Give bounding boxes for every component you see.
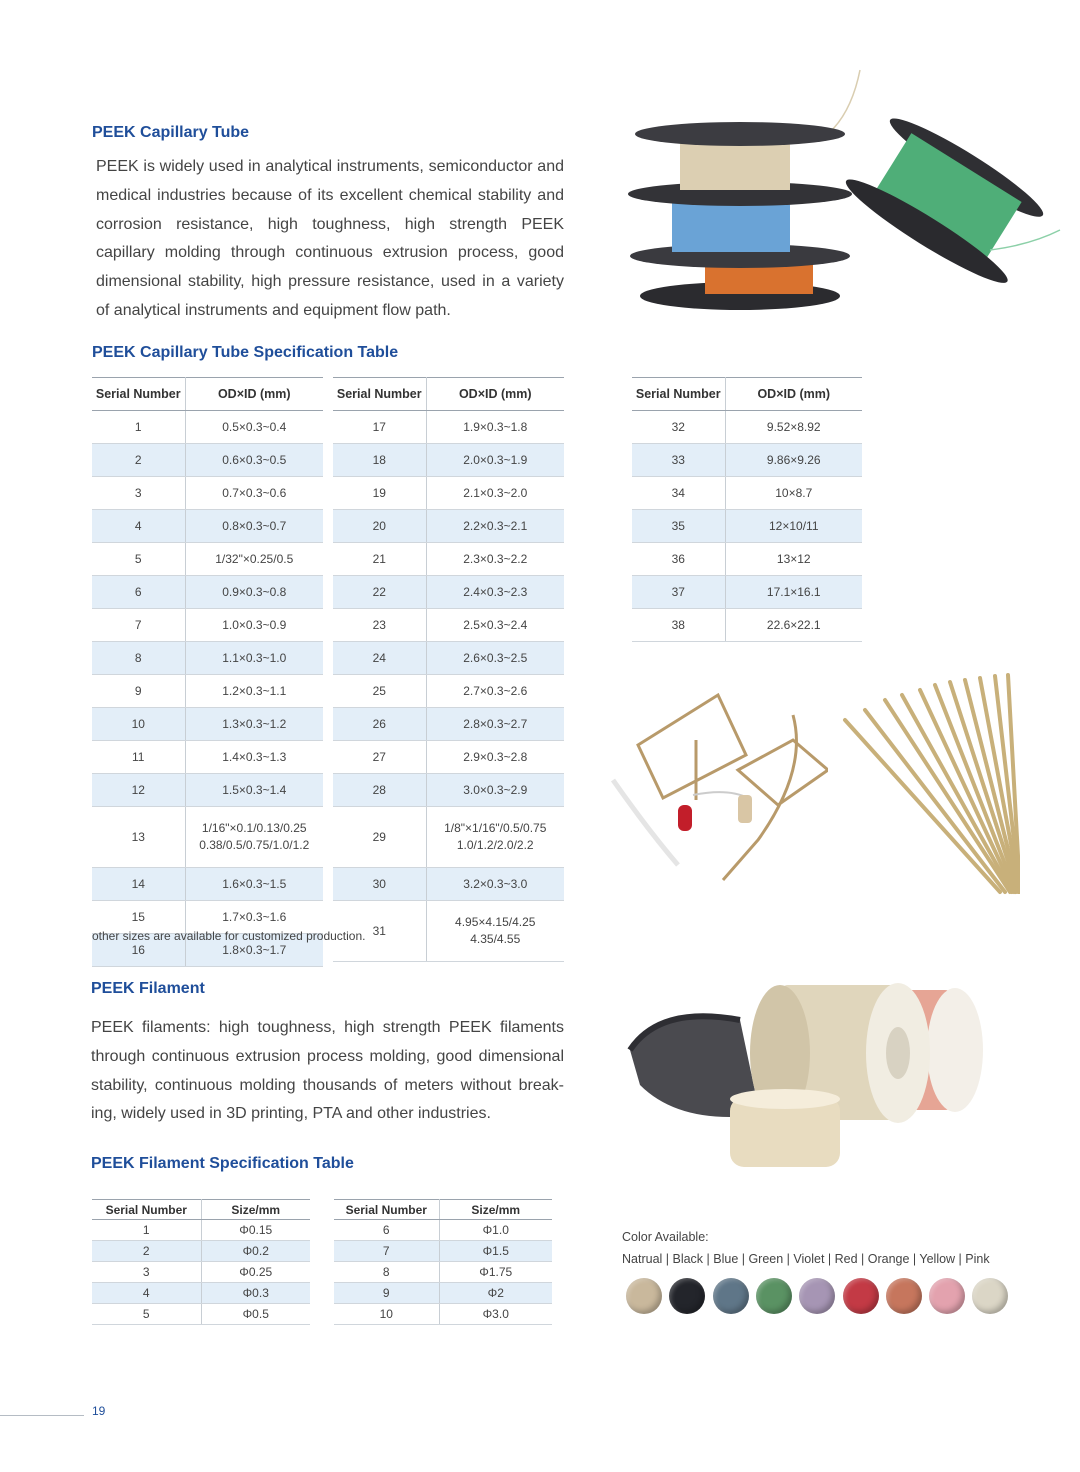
serial-cell: 1 — [92, 1220, 201, 1241]
table-row — [333, 675, 564, 708]
serial-cell: 30 — [333, 868, 426, 901]
serial-cell: 13 — [92, 807, 185, 868]
size-line: 1.7×0.3~1.6 — [222, 909, 287, 924]
color-swatch — [929, 1278, 965, 1314]
color-available-label: Color Available: — [622, 1230, 709, 1244]
table-row — [333, 642, 564, 675]
size-line: 1.3×0.3~1.2 — [222, 716, 287, 731]
table-row — [333, 477, 564, 510]
table-row — [334, 1220, 552, 1241]
size-cell — [426, 774, 564, 807]
color-swatches — [626, 1278, 1016, 1318]
table-row — [333, 741, 564, 774]
table-row — [92, 576, 323, 609]
size-line: 2.6×0.3~2.5 — [463, 650, 528, 665]
table-row — [92, 868, 323, 901]
size-line: 0.5×0.3~0.4 — [222, 419, 287, 434]
filament-spools-image — [620, 975, 990, 1175]
table-row — [333, 708, 564, 741]
size-cell — [201, 1241, 310, 1262]
size-line: 1.6×0.3~1.5 — [222, 876, 287, 891]
size-line: 1.2×0.3~1.1 — [222, 683, 287, 698]
size-line: 0.6×0.3~0.5 — [222, 452, 287, 467]
size-cell — [426, 642, 564, 675]
size-line: Φ0.15 — [239, 1223, 273, 1237]
size-line: 1.4×0.3~1.3 — [222, 749, 287, 764]
size-line: Φ0.5 — [242, 1307, 269, 1321]
serial-cell: 25 — [333, 675, 426, 708]
serial-cell: 23 — [333, 609, 426, 642]
capillary-table-title: PEEK Capillary Tube Specification Table — [92, 344, 399, 361]
table-row — [333, 510, 564, 543]
color-swatch — [972, 1278, 1008, 1314]
table-row — [92, 444, 323, 477]
capillary-spools-image — [620, 60, 1065, 325]
size-line: 9.86×9.26 — [766, 452, 821, 467]
serial-cell: 9 — [334, 1283, 439, 1304]
serial-cell: 20 — [333, 510, 426, 543]
size-line: 10×8.7 — [775, 485, 813, 500]
size-line-2: 0.38/0.5/0.75/1.0/1.2 — [199, 838, 310, 852]
size-cell — [439, 1220, 552, 1241]
size-line: Φ0.3 — [242, 1286, 269, 1300]
size-cell — [201, 1220, 310, 1241]
table-row — [92, 1262, 310, 1283]
color-swatch — [843, 1278, 879, 1314]
serial-cell: 19 — [333, 477, 426, 510]
page-number: 19 — [92, 1404, 106, 1418]
size-cell — [426, 807, 564, 868]
col-size-header: OD×ID (mm) — [426, 378, 564, 411]
size-cell — [426, 444, 564, 477]
filament-description: PEEK filaments: high toughness, high strength PEEK filaments through continuous extrusion process molding, good dimensional stability, continuous molding thousands of meters without break-ing, widely used in 3D printing, PTA and other industries. — [91, 1019, 564, 1123]
size-line: 22.6×22.1 — [766, 617, 821, 632]
capillary-title: PEEK Capillary Tube — [92, 124, 250, 141]
size-cell — [201, 1283, 310, 1304]
custom-sizes-note: other sizes are available for customized production. — [92, 929, 366, 943]
serial-cell: 26 — [333, 708, 426, 741]
size-cell — [439, 1304, 552, 1325]
size-line: 2.4×0.3~2.3 — [463, 584, 528, 599]
size-cell — [725, 510, 862, 543]
size-cell — [439, 1283, 552, 1304]
size-line: 3.0×0.3~2.9 — [463, 782, 528, 797]
color-swatch — [799, 1278, 835, 1314]
table-row — [92, 510, 323, 543]
table-row — [632, 477, 862, 510]
serial-cell: 6 — [334, 1220, 439, 1241]
filament-table-2 — [334, 1199, 552, 1325]
serial-cell: 2 — [92, 1241, 201, 1262]
table-row — [92, 774, 323, 807]
serial-cell: 29 — [333, 807, 426, 868]
size-line: Φ3.0 — [482, 1307, 509, 1321]
capillary-description: PEEK is widely used in analytical instruments, semiconductor and medical industries because of its excellent chemical stability and corrosion resistance, high toughness, high strength PEEK capillary molding through continuous extrusion process, good dimensional stability, high pressure resistance, used in a variety of analytical instruments and equipment flow path. — [96, 158, 564, 319]
size-line: 1.0×0.3~0.9 — [222, 617, 287, 632]
size-line: 2.8×0.3~2.7 — [463, 716, 528, 731]
table-row — [92, 609, 323, 642]
size-line: 2.0×0.3~1.9 — [463, 452, 528, 467]
size-cell — [725, 411, 862, 444]
size-cell — [201, 1262, 310, 1283]
capillary-table-1 — [92, 377, 323, 967]
size-line-2: 1.0/1.2/2.0/2.2 — [456, 838, 534, 852]
size-cell — [725, 576, 862, 609]
size-cell — [426, 609, 564, 642]
table-row — [333, 543, 564, 576]
footer-rule — [0, 1415, 84, 1416]
serial-cell: 10 — [92, 708, 185, 741]
size-cell — [185, 741, 323, 774]
size-cell — [426, 741, 564, 774]
size-cell — [185, 807, 323, 868]
size-line: 9.52×8.92 — [766, 419, 821, 434]
size-line: 2.2×0.3~2.1 — [463, 518, 528, 533]
serial-cell: 8 — [92, 642, 185, 675]
capillary-fittings-image — [608, 670, 828, 885]
serial-cell: 38 — [632, 609, 725, 642]
size-cell — [426, 675, 564, 708]
table-row — [632, 576, 862, 609]
serial-cell: 14 — [92, 868, 185, 901]
size-line: 1/8"×1/16"/0.5/0.75 — [444, 821, 547, 835]
serial-cell: 28 — [333, 774, 426, 807]
table-row — [632, 543, 862, 576]
serial-cell: 27 — [333, 741, 426, 774]
col-size-header: Size/mm — [439, 1200, 552, 1220]
size-cell — [185, 868, 323, 901]
serial-cell: 3 — [92, 1262, 201, 1283]
size-line: 2.7×0.3~2.6 — [463, 683, 528, 698]
size-line: 1.8×0.3~1.7 — [222, 942, 287, 957]
table-row — [92, 675, 323, 708]
size-line: 1.5×0.3~1.4 — [222, 782, 287, 797]
serial-cell: 7 — [334, 1241, 439, 1262]
table-row — [92, 741, 323, 774]
color-swatch — [626, 1278, 662, 1314]
size-cell — [185, 444, 323, 477]
size-cell — [185, 609, 323, 642]
table-row — [92, 642, 323, 675]
serial-cell: 35 — [632, 510, 725, 543]
serial-cell: 6 — [92, 576, 185, 609]
serial-cell: 22 — [333, 576, 426, 609]
table-row — [632, 609, 862, 642]
size-line: 0.9×0.3~0.8 — [222, 584, 287, 599]
serial-cell: 12 — [92, 774, 185, 807]
serial-cell: 8 — [334, 1262, 439, 1283]
size-line: Φ1.75 — [479, 1265, 513, 1279]
col-serial-header: Serial Number — [333, 378, 426, 411]
size-cell — [426, 477, 564, 510]
table-row — [333, 444, 564, 477]
serial-cell: 4 — [92, 1283, 201, 1304]
size-cell — [426, 510, 564, 543]
size-cell — [426, 411, 564, 444]
table-row — [334, 1262, 552, 1283]
table-row — [333, 609, 564, 642]
serial-cell: 36 — [632, 543, 725, 576]
table-row — [632, 411, 862, 444]
table-row — [334, 1304, 552, 1325]
serial-cell: 15 — [92, 901, 185, 934]
size-line: Φ0.25 — [239, 1265, 273, 1279]
serial-cell: 37 — [632, 576, 725, 609]
size-line: 4.95×4.15/4.25 — [455, 915, 536, 929]
serial-cell: 34 — [632, 477, 725, 510]
size-cell — [426, 708, 564, 741]
table-row — [92, 1283, 310, 1304]
size-cell — [439, 1262, 552, 1283]
size-cell — [426, 868, 564, 901]
col-serial-header: Serial Number — [92, 378, 185, 411]
color-swatch — [669, 1278, 705, 1314]
table-row — [333, 807, 564, 868]
size-cell — [185, 774, 323, 807]
size-line: 2.9×0.3~2.8 — [463, 749, 528, 764]
col-serial-header: Serial Number — [334, 1200, 439, 1220]
table-row — [92, 543, 323, 576]
color-swatch — [756, 1278, 792, 1314]
size-cell — [185, 708, 323, 741]
size-line: 1/16"×0.1/0.13/0.25 — [201, 821, 307, 835]
table-row — [334, 1283, 552, 1304]
table-row — [632, 444, 862, 477]
size-cell — [185, 543, 323, 576]
col-serial-header: Serial Number — [632, 378, 725, 411]
table-row — [333, 901, 564, 962]
table-row — [92, 477, 323, 510]
col-size-header: Size/mm — [201, 1200, 310, 1220]
size-line: Φ1.0 — [482, 1223, 509, 1237]
serial-cell: 32 — [632, 411, 725, 444]
size-line-2: 4.35/4.55 — [470, 932, 521, 946]
serial-cell: 7 — [92, 609, 185, 642]
size-line: Φ1.5 — [482, 1244, 509, 1258]
serial-cell: 5 — [92, 1304, 201, 1325]
serial-cell: 2 — [92, 444, 185, 477]
table-row — [333, 576, 564, 609]
size-cell — [725, 543, 862, 576]
size-line: 17.1×16.1 — [766, 584, 821, 599]
col-size-header: OD×ID (mm) — [185, 378, 323, 411]
size-line: Φ0.2 — [242, 1244, 269, 1258]
table-row — [92, 708, 323, 741]
serial-cell: 31 — [333, 901, 426, 962]
serial-cell: 17 — [333, 411, 426, 444]
size-line: 0.7×0.3~0.6 — [222, 485, 287, 500]
size-cell — [725, 609, 862, 642]
size-line: 1.9×0.3~1.8 — [463, 419, 528, 434]
capillary-table-2 — [333, 377, 564, 962]
serial-cell: 16 — [92, 934, 185, 967]
serial-cell: 1 — [92, 411, 185, 444]
color-swatch — [886, 1278, 922, 1314]
table-row — [333, 411, 564, 444]
serial-cell: 24 — [333, 642, 426, 675]
capillary-table-3 — [632, 377, 862, 642]
serial-cell: 11 — [92, 741, 185, 774]
size-cell — [439, 1241, 552, 1262]
table-row — [92, 411, 323, 444]
serial-cell: 18 — [333, 444, 426, 477]
table-row — [632, 510, 862, 543]
size-cell — [426, 543, 564, 576]
table-row — [333, 868, 564, 901]
size-line: 13×12 — [776, 551, 811, 566]
col-size-header: OD×ID (mm) — [725, 378, 862, 411]
size-cell — [185, 675, 323, 708]
table-row — [334, 1241, 552, 1262]
size-line: 3.2×0.3~3.0 — [463, 876, 528, 891]
table-row — [92, 1220, 310, 1241]
color-names: Natrual | Black | Blue | Green | Violet | Red | Orange | Yellow | Pink — [622, 1252, 990, 1266]
size-cell — [725, 477, 862, 510]
size-cell — [201, 1304, 310, 1325]
serial-cell: 3 — [92, 477, 185, 510]
size-cell — [185, 510, 323, 543]
serial-cell: 5 — [92, 543, 185, 576]
table-row — [92, 1241, 310, 1262]
col-serial-header: Serial Number — [92, 1200, 201, 1220]
size-line: 0.8×0.3~0.7 — [222, 518, 287, 533]
size-cell — [725, 444, 862, 477]
size-cell — [185, 576, 323, 609]
size-cell — [185, 411, 323, 444]
serial-cell: 10 — [334, 1304, 439, 1325]
size-line: Φ2 — [487, 1286, 504, 1300]
table-row — [92, 807, 323, 868]
serial-cell: 21 — [333, 543, 426, 576]
size-line: 12×10/11 — [769, 518, 819, 533]
serial-cell: 33 — [632, 444, 725, 477]
color-swatch — [713, 1278, 749, 1314]
size-cell — [185, 642, 323, 675]
size-line: 1/32"×0.25/0.5 — [215, 551, 294, 566]
table-row — [92, 1304, 310, 1325]
size-cell — [185, 477, 323, 510]
filament-table-1 — [92, 1199, 310, 1325]
size-line: 1.1×0.3~1.0 — [222, 650, 287, 665]
serial-cell: 4 — [92, 510, 185, 543]
table-row — [333, 774, 564, 807]
tube-bundle-image — [840, 670, 1020, 895]
size-cell — [426, 576, 564, 609]
size-line: 2.1×0.3~2.0 — [463, 485, 528, 500]
filament-title: PEEK Filament — [91, 980, 205, 997]
filament-table-title: PEEK Filament Specification Table — [91, 1155, 354, 1172]
serial-cell: 9 — [92, 675, 185, 708]
size-cell — [426, 901, 564, 962]
size-line: 2.5×0.3~2.4 — [463, 617, 528, 632]
size-line: 2.3×0.3~2.2 — [463, 551, 528, 566]
